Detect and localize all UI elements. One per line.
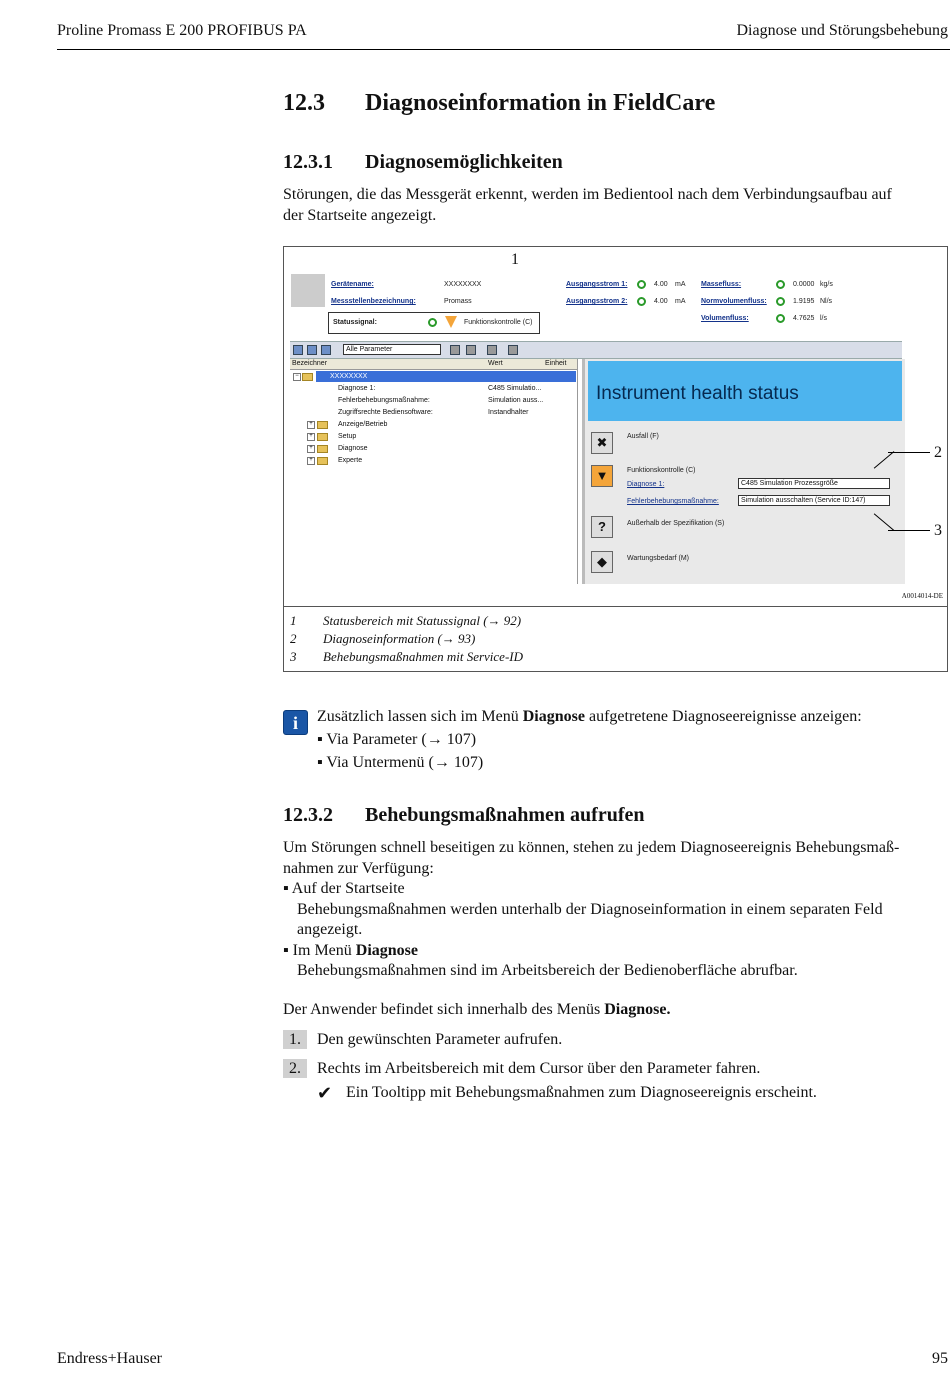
note-list: [317, 730, 917, 773]
user-context-prefix: Der Anwender befindet sich innerhalb des Menüs: [283, 1001, 605, 1018]
note-list-item: ▪ Via Parameter (→ 107): [317, 731, 477, 748]
volflow-label: Volumenfluss:: [701, 315, 749, 322]
callout-2: 2: [934, 444, 942, 461]
subsection2-body: [283, 838, 948, 982]
failure-icon: ✖: [591, 432, 613, 454]
intro-line: der Startseite angezeigt.: [283, 206, 437, 224]
bullet-1-text: angezeigt.: [297, 921, 363, 938]
folder-icon: [317, 457, 328, 465]
remedy-value: Simulation ausschalten (Service ID:147): [741, 497, 866, 504]
legend-text: Statusbereich mit Statussignal (→ 92): [323, 613, 522, 628]
volflow-unit: l/s: [820, 315, 827, 322]
tree-item[interactable]: Experte: [338, 457, 363, 464]
note-list-item-text: Via Untermenü (→ 107): [326, 753, 484, 771]
status-failure-label: Ausfall (F): [627, 433, 659, 440]
normvol-label: Normvolumenfluss:: [701, 298, 767, 305]
massflow-label: Massefluss:: [701, 281, 742, 288]
layout-icon[interactable]: [321, 345, 331, 355]
note-text: [317, 707, 937, 728]
intro-line: Störungen, die das Messgerät erkennt, werden im Bedientool nach dem Verbindungsaufbau auf: [283, 186, 892, 203]
note-text-before: Zusätzlich lassen sich im Menü: [317, 708, 523, 725]
output1-unit: mA: [675, 281, 686, 288]
tree-item[interactable]: Zugriffsrechte Bediensoftware:: [338, 409, 433, 416]
status-signal-value: Funktionskontrolle (C): [464, 319, 533, 326]
output2-label: Ausgangsstrom 2:: [566, 298, 628, 305]
expand-icon[interactable]: +: [307, 433, 315, 441]
massflow-unit: kg/s: [820, 281, 833, 288]
health-status-title: Instrument health status: [596, 383, 799, 404]
diagnose1-value: C485 Simulation Prozessgröße: [741, 480, 838, 487]
user-context-bold: Diagnose.: [604, 1001, 671, 1018]
section-title: Diagnoseinformation in FieldCare: [365, 90, 716, 116]
massflow-value: 0.0000: [793, 281, 815, 288]
volflow-value: 4.7625: [793, 315, 815, 322]
tree-col-name: Bezeichner: [292, 360, 328, 367]
diagnose1-field[interactable]: [738, 478, 890, 489]
tool-icon[interactable]: [508, 345, 518, 355]
tree-item-value: C485 Simulatio...: [488, 385, 542, 392]
parameter-filter-value: Alle Parameter: [346, 346, 393, 353]
remedy-field[interactable]: [738, 495, 890, 506]
tree-item-value: Instandhalter: [488, 409, 529, 416]
callout-3: 3: [934, 522, 942, 539]
bullet-1-text: Behebungsmaßnahmen werden unterhalb der Diagnoseinformation in einem separaten Feld: [297, 900, 883, 918]
output1-label: Ausgangsstrom 1:: [566, 281, 628, 288]
toolbar: [290, 341, 902, 359]
expand-icon[interactable]: +: [307, 421, 315, 429]
refresh-icon: [776, 297, 785, 306]
tree-root-row[interactable]: [316, 371, 576, 382]
status-spec-label: Außerhalb der Spezifikation (S): [627, 520, 725, 527]
tag-label: Messstellenbezeichnung:: [331, 298, 416, 305]
legend-number: 3: [290, 649, 297, 664]
status-signal-box: [328, 312, 540, 334]
note-text-after: aufgetretene Diagnoseereignisse anzeigen:: [584, 708, 862, 725]
status-signal-label: Statussignal:: [333, 319, 377, 326]
tree-root-label: XXXXXXXX: [330, 373, 368, 380]
step-number: 1.: [283, 1030, 307, 1049]
note-text-bold: Diagnose: [522, 708, 585, 725]
remedy-label[interactable]: Fehlerbehebungsmaßnahme:: [627, 498, 719, 505]
legend-number: 2: [290, 631, 297, 646]
tree-header: [290, 359, 577, 370]
refresh-icon: [637, 297, 646, 306]
health-status-panel: [582, 359, 905, 584]
layout-icon[interactable]: [293, 345, 303, 355]
tool-icon[interactable]: [450, 345, 460, 355]
fieldcare-screenshot: [290, 271, 902, 584]
collapse-icon[interactable]: −: [293, 373, 301, 381]
parameter-tree: [290, 359, 578, 584]
function-check-icon: [445, 316, 457, 328]
header-left: Proline Promass E 200 PROFIBUS PA: [57, 22, 307, 39]
folder-icon: [302, 373, 313, 381]
health-status-banner: [588, 361, 902, 421]
normvol-value: 1.9195: [793, 298, 815, 305]
subsection2-heading: [283, 804, 645, 827]
expand-icon[interactable]: +: [307, 457, 315, 465]
expand-icon[interactable]: +: [307, 445, 315, 453]
device-name-label: Gerätename:: [331, 281, 374, 288]
device-name-value: XXXXXXXX: [444, 281, 482, 288]
tree-item[interactable]: Diagnose 1:: [338, 385, 376, 392]
bullet-1: ▪ Auf der Startseite: [283, 880, 405, 897]
page-number: 95: [932, 1350, 948, 1367]
body-line: nahmen zur Verfügung:: [283, 859, 434, 877]
folder-icon: [317, 445, 328, 453]
figure-id: A0014014-DE: [901, 592, 943, 600]
maintenance-icon: ◆: [591, 551, 613, 573]
step-text: Rechts im Arbeitsbereich mit dem Cursor über den Parameter fahren.: [317, 1060, 761, 1077]
print-icon[interactable]: [487, 345, 497, 355]
device-image: [291, 274, 325, 307]
subsection1-number: 12.3.1: [283, 151, 333, 173]
legend-text: Behebungsmaßnahmen mit Service-ID: [323, 649, 523, 664]
body-line: Um Störungen schnell beseitigen zu können, stehen zu jedem Diagnoseereignis Behebungsmaß-: [283, 839, 900, 856]
figure: [283, 246, 948, 672]
output2-value: 4.00: [654, 298, 668, 305]
user-context: [283, 1000, 948, 1021]
header-rule: [57, 49, 950, 50]
tree-item[interactable]: Diagnose: [338, 445, 368, 452]
step-result: Ein Tooltipp mit Behebungsmaßnahmen zum Diagnoseereignis erscheint.: [346, 1084, 817, 1101]
tree-item[interactable]: Anzeige/Betrieb: [338, 421, 388, 428]
layout-icon[interactable]: [307, 345, 317, 355]
normvol-unit: Nl/s: [820, 298, 833, 305]
function-check-icon: ▼: [591, 465, 613, 487]
status-maint-label: Wartungsbedarf (M): [627, 555, 689, 562]
subsection1-heading: [283, 151, 563, 174]
tree-col-value: Wert: [488, 360, 503, 367]
note-list-item-text: Via Parameter (→ 107): [326, 731, 477, 748]
refresh-icon: [776, 314, 785, 323]
status-check-label: Funktionskontrolle (C): [627, 467, 696, 474]
header-right: Diagnose und Störungsbehebung: [736, 22, 948, 39]
footer-left: Endress+Hauser: [57, 1350, 162, 1367]
bullet-2: ▪ Im Menü Diagnose: [283, 941, 419, 959]
subsection2-title: Behebungsmaßnahmen aufrufen: [365, 804, 645, 826]
output1-value: 4.00: [654, 281, 668, 288]
checkmark-icon: ✔: [317, 1083, 333, 1103]
folder-icon: [317, 433, 328, 441]
tree-col-unit: Einheit: [545, 360, 567, 367]
steps: [283, 1030, 943, 1110]
bullet-2-title-bold: Diagnose: [355, 941, 419, 959]
tree-item[interactable]: Fehlerbehebungsmaßnahme:: [338, 397, 430, 404]
output2-unit: mA: [675, 298, 686, 305]
diagnose1-label[interactable]: Diagnose 1:: [627, 481, 665, 488]
refresh-icon: [428, 318, 437, 327]
out-of-spec-icon: ?: [591, 516, 613, 538]
step-text: Den gewünschten Parameter aufrufen.: [317, 1031, 563, 1048]
callout-line-2: [888, 452, 930, 453]
legend-number: 1: [290, 613, 297, 628]
step-number: 2.: [283, 1059, 307, 1078]
refresh-icon: [637, 280, 646, 289]
refresh-icon: [776, 280, 785, 289]
status-area: [290, 271, 902, 341]
tree-item[interactable]: Setup: [338, 433, 357, 440]
info-icon: i: [283, 710, 308, 735]
section-number: 12.3: [283, 90, 325, 116]
bullet-2-title-prefix: Im Menü: [292, 941, 356, 959]
subsection1-title: Diagnosemöglichkeiten: [365, 151, 563, 173]
note-list-item: ▪ Via Untermenü (→ 107): [317, 753, 484, 771]
parameter-filter-select[interactable]: [343, 344, 441, 355]
figure-legend-divider: [284, 606, 947, 607]
section-heading: [283, 90, 715, 117]
tag-value: Promass: [444, 298, 472, 305]
legend-text: Diagnoseinformation (→ 93): [323, 631, 476, 646]
callout-1: 1: [511, 251, 519, 268]
tool-icon[interactable]: [466, 345, 476, 355]
subsection2-number: 12.3.2: [283, 804, 333, 826]
subsection1-intro: [283, 185, 948, 226]
bullet-2-text: Behebungsmaßnahmen sind im Arbeitsbereich der Bedienoberfläche abrufbar.: [297, 962, 798, 979]
tree-item-value: Simulation auss...: [488, 397, 544, 404]
folder-icon: [317, 421, 328, 429]
bullet-1-title: Auf der Startseite: [291, 880, 405, 897]
